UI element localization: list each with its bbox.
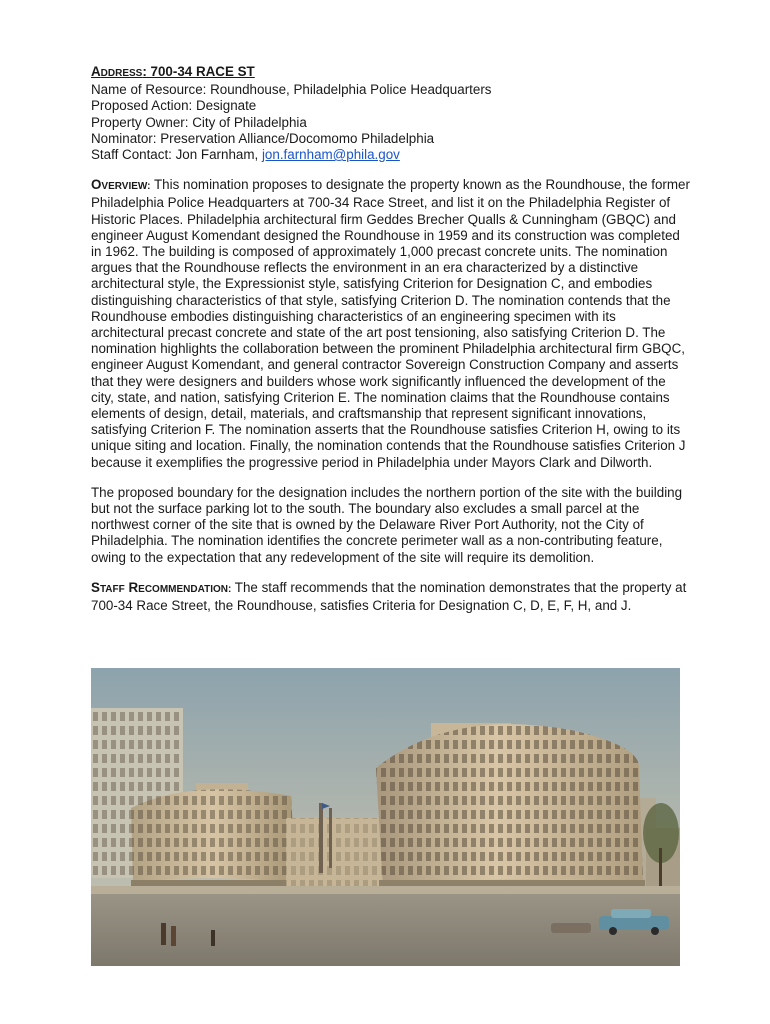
property-owner-line: Property Owner: City of Philadelphia (91, 114, 307, 130)
boundary-paragraph: The proposed boundary for the designation includes the northern portion of the site with the building but not the surface parking lot to the south. The boundary also excludes a small parcel at the northwest corner of the site that is owned by the Delaware River Port Authority, not the City of Philadelphia. The nomination identifies the concrete perimeter wall as a non-contributing feature, owing to the expectation that any redevelopment of the site will require its demolition. (91, 484, 683, 565)
staff-contact-line (91, 147, 691, 163)
staff-contact-label: Staff Contact: Jon Farnham, (91, 147, 262, 163)
address-label: ADDRESS: 700-34 RACE ST (91, 64, 255, 79)
nomination-text (91, 64, 691, 614)
plaza-ground (91, 894, 680, 966)
nominator-line: Nominator: Preservation Alliance/Docomomo Philadelphia (91, 130, 435, 146)
address-line (91, 64, 691, 82)
proposed-action-line: Proposed Action: Designate (91, 98, 257, 114)
recommendation-paragraph (91, 580, 691, 614)
staff-email-link[interactable]: jon.farnham@phila.gov (261, 147, 400, 163)
overview-text: This nomination proposes to designate the property known as the Roundhouse, the former Philadelphia Police Headquarters at 700-34 Race Street, and list it on the Philadelphia Register of Historic Places. Philadelphia architectural firm Geddes Brecher Qualls & Cunningham (GBQC) and engineer August Komendant designed the Roundhouse in 1959 and its construction was completed in 1962. The building is composed of approximately 1,000 precast concrete units. The nomination argues that the Roundhouse reflects the environment in an era characterized by a distinctive architectural style, the Expressionist style, satisfying Criterion for Designation C, and embodies distinguishing characteristics of that style, satisfying Criterion D. The nomination contends that the Roundhouse embodies distinguishing characteristics of an engineering specimen with its architectural precast concrete and state of the art post tensioning, also satisfying Criterion D. The nomination highlights the collaboration between the prominent Philadelphia architectural firm GBQC, engineer August Komendant, and general contractor Sovereign Construction Company and asserts that they were designers and builders whose work significantly influenced the development of the city, state, and nation, satisfying Criterion E. The nomination claims that the Roundhouse contains elements of design, detail, materials, and craftsmanship that represent significant innovations, satisfying Criterion F. The nomination asserts that the Roundhouse satisfies Criterion H, owing to its unique siting and location. Finally, the nomination contends that the Roundhouse satisfies Criterion J because it exemplifies the progressive period in Philadelphia under Mayors Clark and Dilworth. (91, 177, 690, 470)
right-drum-building (376, 723, 645, 890)
left-drum-building (131, 783, 299, 888)
recommendation-text: The staff recommends that the nomination demonstrates that the property at 700-34 Race Street, the Roundhouse, satisfies Criteria for Designation C, D, E, F, H, and J. (91, 579, 687, 614)
recommendation-label: STAFF RECOMMENDATION: (91, 579, 232, 595)
resource-name-line: Name of Resource: Roundhouse, Philadelphia Police Headquarters (91, 82, 492, 98)
roundhouse-rendering-svg (91, 668, 680, 966)
roundhouse-rendering (91, 668, 680, 966)
overview-label: OVERVIEW: (91, 177, 151, 193)
overview-paragraph (91, 177, 691, 471)
